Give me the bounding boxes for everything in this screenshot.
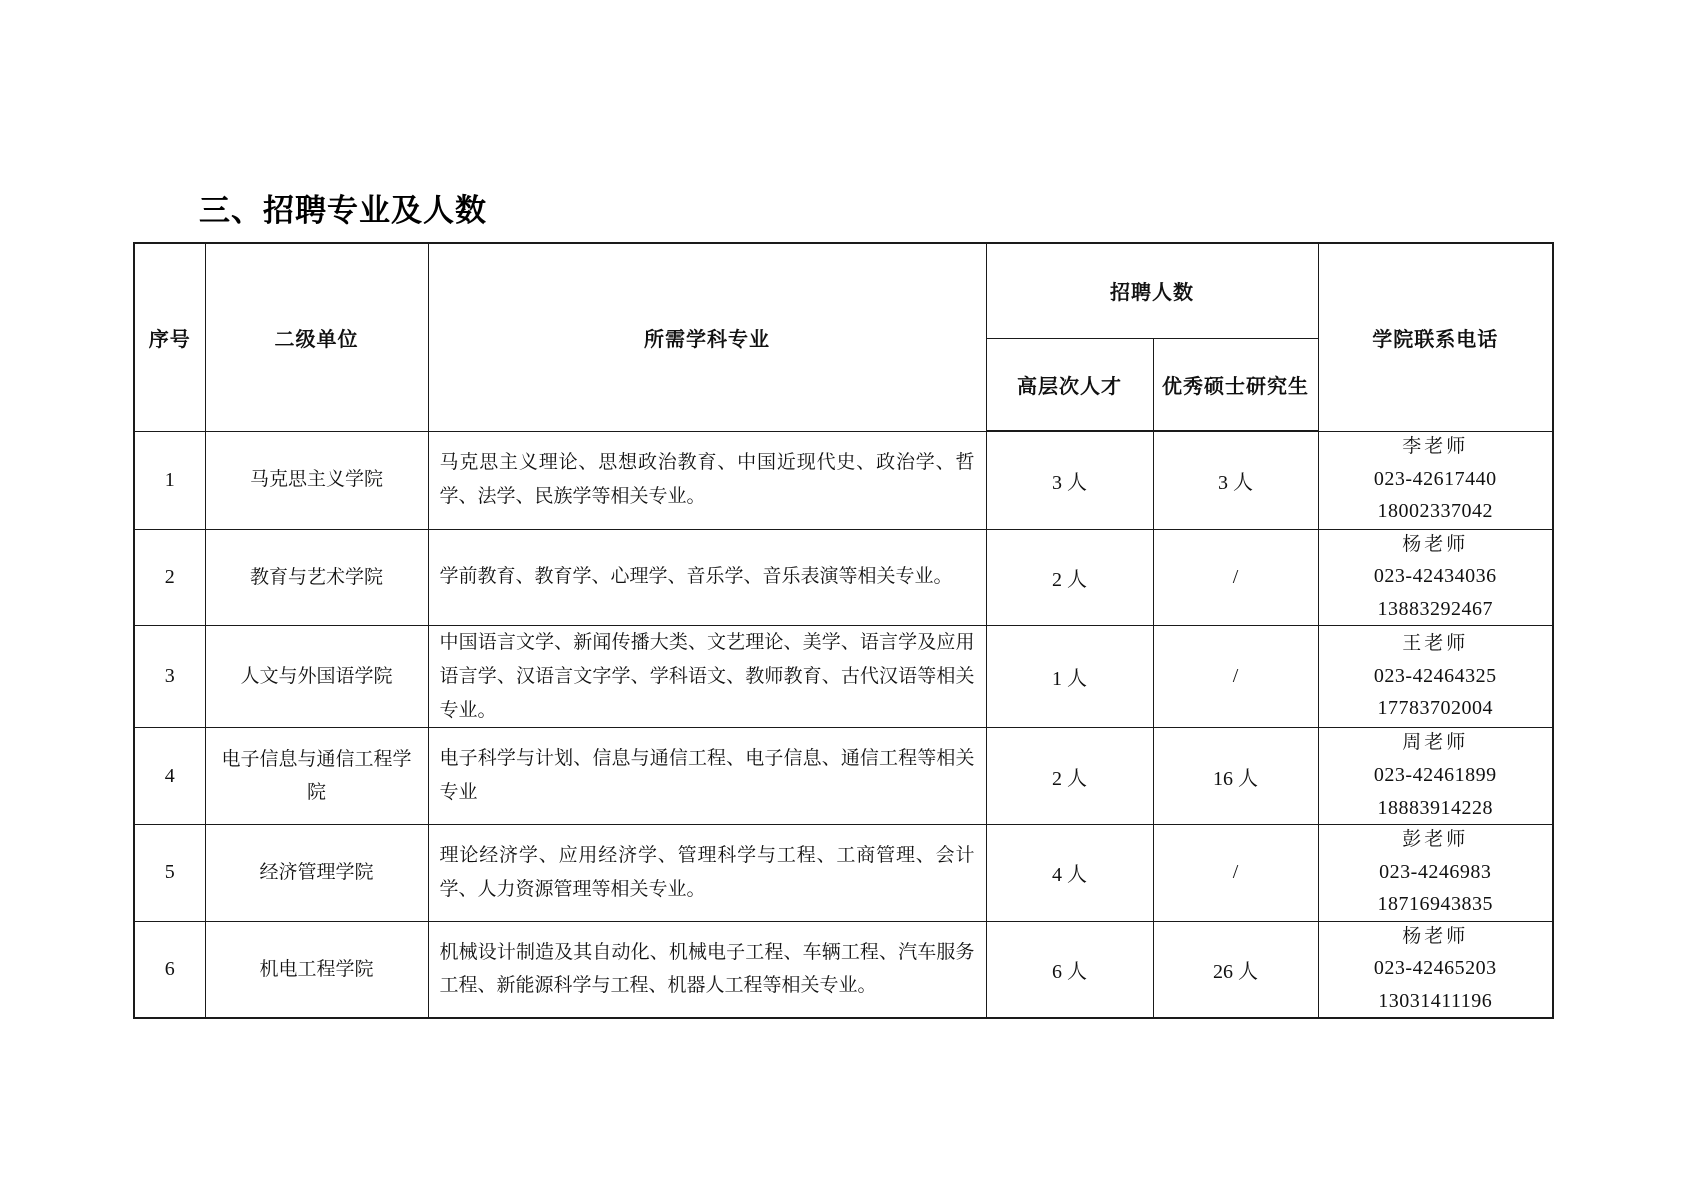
contact-phone-landline: 023-4246983: [1379, 860, 1492, 883]
contact-cell: [1318, 728, 1553, 825]
table-row: [134, 825, 1553, 922]
master-count-cell: 26 人: [1153, 921, 1318, 1018]
contact-name: 杨老师: [1402, 925, 1469, 947]
contact-cell: [1318, 431, 1553, 529]
master-count-cell: 3 人: [1153, 431, 1318, 529]
table-header-row-top: [134, 243, 1553, 338]
contact-phone-mobile: 17783702004: [1377, 697, 1493, 720]
header-high-level: 高层次人才: [986, 338, 1153, 431]
contact-name: 杨老师: [1402, 533, 1469, 555]
high-level-count-cell: 2 人: [986, 728, 1153, 825]
high-level-count-cell: 2 人: [986, 529, 1153, 626]
major-cell: 中国语言文学、新闻传播大类、文艺理论、美学、语言学及应用语言学、汉语言文字学、学科语文、教师教育、古代汉语等相关专业。: [428, 626, 986, 728]
page-title: 三、招聘专业及人数: [199, 193, 487, 228]
header-index: 序号: [134, 243, 205, 431]
contact-phone-mobile: 13883292467: [1377, 597, 1493, 620]
row-index-cell: 6: [134, 921, 205, 1018]
contact-name: 周老师: [1402, 732, 1469, 754]
table-row: [134, 431, 1553, 529]
major-cell: 机械设计制造及其自动化、机械电子工程、车辆工程、汽车服务工程、新能源科学与工程、机器人工程等相关专业。: [428, 921, 986, 1018]
major-cell: 马克思主义理论、思想政治教育、中国近现代史、政治学、哲学、法学、民族学等相关专业。: [428, 431, 986, 529]
header-master: 优秀硕士研究生: [1153, 338, 1318, 431]
contact-phone-landline: 023-42465203: [1373, 957, 1497, 980]
high-level-count-cell: 1 人: [986, 626, 1153, 728]
row-index-cell: 1: [134, 431, 205, 529]
contact-cell: [1318, 921, 1553, 1018]
header-recruit-count-group: 招聘人数: [986, 243, 1318, 338]
table-row: [134, 626, 1553, 728]
major-cell: 电子科学与计划、信息与通信工程、电子信息、通信工程等相关专业: [428, 728, 986, 825]
contact-phone-landline: 023-42617440: [1373, 467, 1497, 490]
row-index-cell: 3: [134, 626, 205, 728]
unit-cell: 机电工程学院: [205, 921, 428, 1018]
table-row: [134, 728, 1553, 825]
contact-name: 李老师: [1402, 436, 1469, 458]
contact-cell: [1318, 626, 1553, 728]
unit-cell: 教育与艺术学院: [205, 529, 428, 626]
major-cell: 学前教育、教育学、心理学、音乐学、音乐表演等相关专业。: [428, 529, 986, 626]
contact-phone-landline: 023-42464325: [1373, 664, 1497, 687]
unit-cell: 电子信息与通信工程学院: [205, 728, 428, 825]
high-level-count-cell: 3 人: [986, 431, 1153, 529]
high-level-count-cell: 4 人: [986, 825, 1153, 922]
contact-phone-mobile: 13031411196: [1378, 989, 1493, 1012]
contact-name: 王老师: [1402, 632, 1469, 654]
row-index-cell: 2: [134, 529, 205, 626]
row-index-cell: 5: [134, 825, 205, 922]
row-index-cell: 4: [134, 728, 205, 825]
master-count-cell: /: [1153, 626, 1318, 728]
master-count-cell: /: [1153, 529, 1318, 626]
unit-cell: 经济管理学院: [205, 825, 428, 922]
contact-cell: [1318, 529, 1553, 626]
recruitment-table: [133, 242, 1554, 1019]
master-count-cell: 16 人: [1153, 728, 1318, 825]
unit-cell: 马克思主义学院: [205, 431, 428, 529]
contact-phone-mobile: 18716943835: [1377, 893, 1493, 916]
table-row: [134, 529, 1553, 626]
contact-phone-mobile: 18002337042: [1377, 500, 1493, 523]
master-count-cell: /: [1153, 825, 1318, 922]
unit-cell: 人文与外国语学院: [205, 626, 428, 728]
header-unit: 二级单位: [205, 243, 428, 431]
header-phone: 学院联系电话: [1318, 243, 1553, 431]
header-major: 所需学科专业: [428, 243, 986, 431]
contact-cell: [1318, 825, 1553, 922]
high-level-count-cell: 6 人: [986, 921, 1153, 1018]
table-row: [134, 921, 1553, 1018]
major-cell: 理论经济学、应用经济学、管理科学与工程、工商管理、会计学、人力资源管理等相关专业。: [428, 825, 986, 922]
contact-phone-landline: 023-42434036: [1373, 565, 1497, 588]
contact-name: 彭老师: [1402, 829, 1469, 851]
contact-phone-mobile: 18883914228: [1377, 796, 1493, 819]
contact-phone-landline: 023-42461899: [1373, 764, 1497, 787]
